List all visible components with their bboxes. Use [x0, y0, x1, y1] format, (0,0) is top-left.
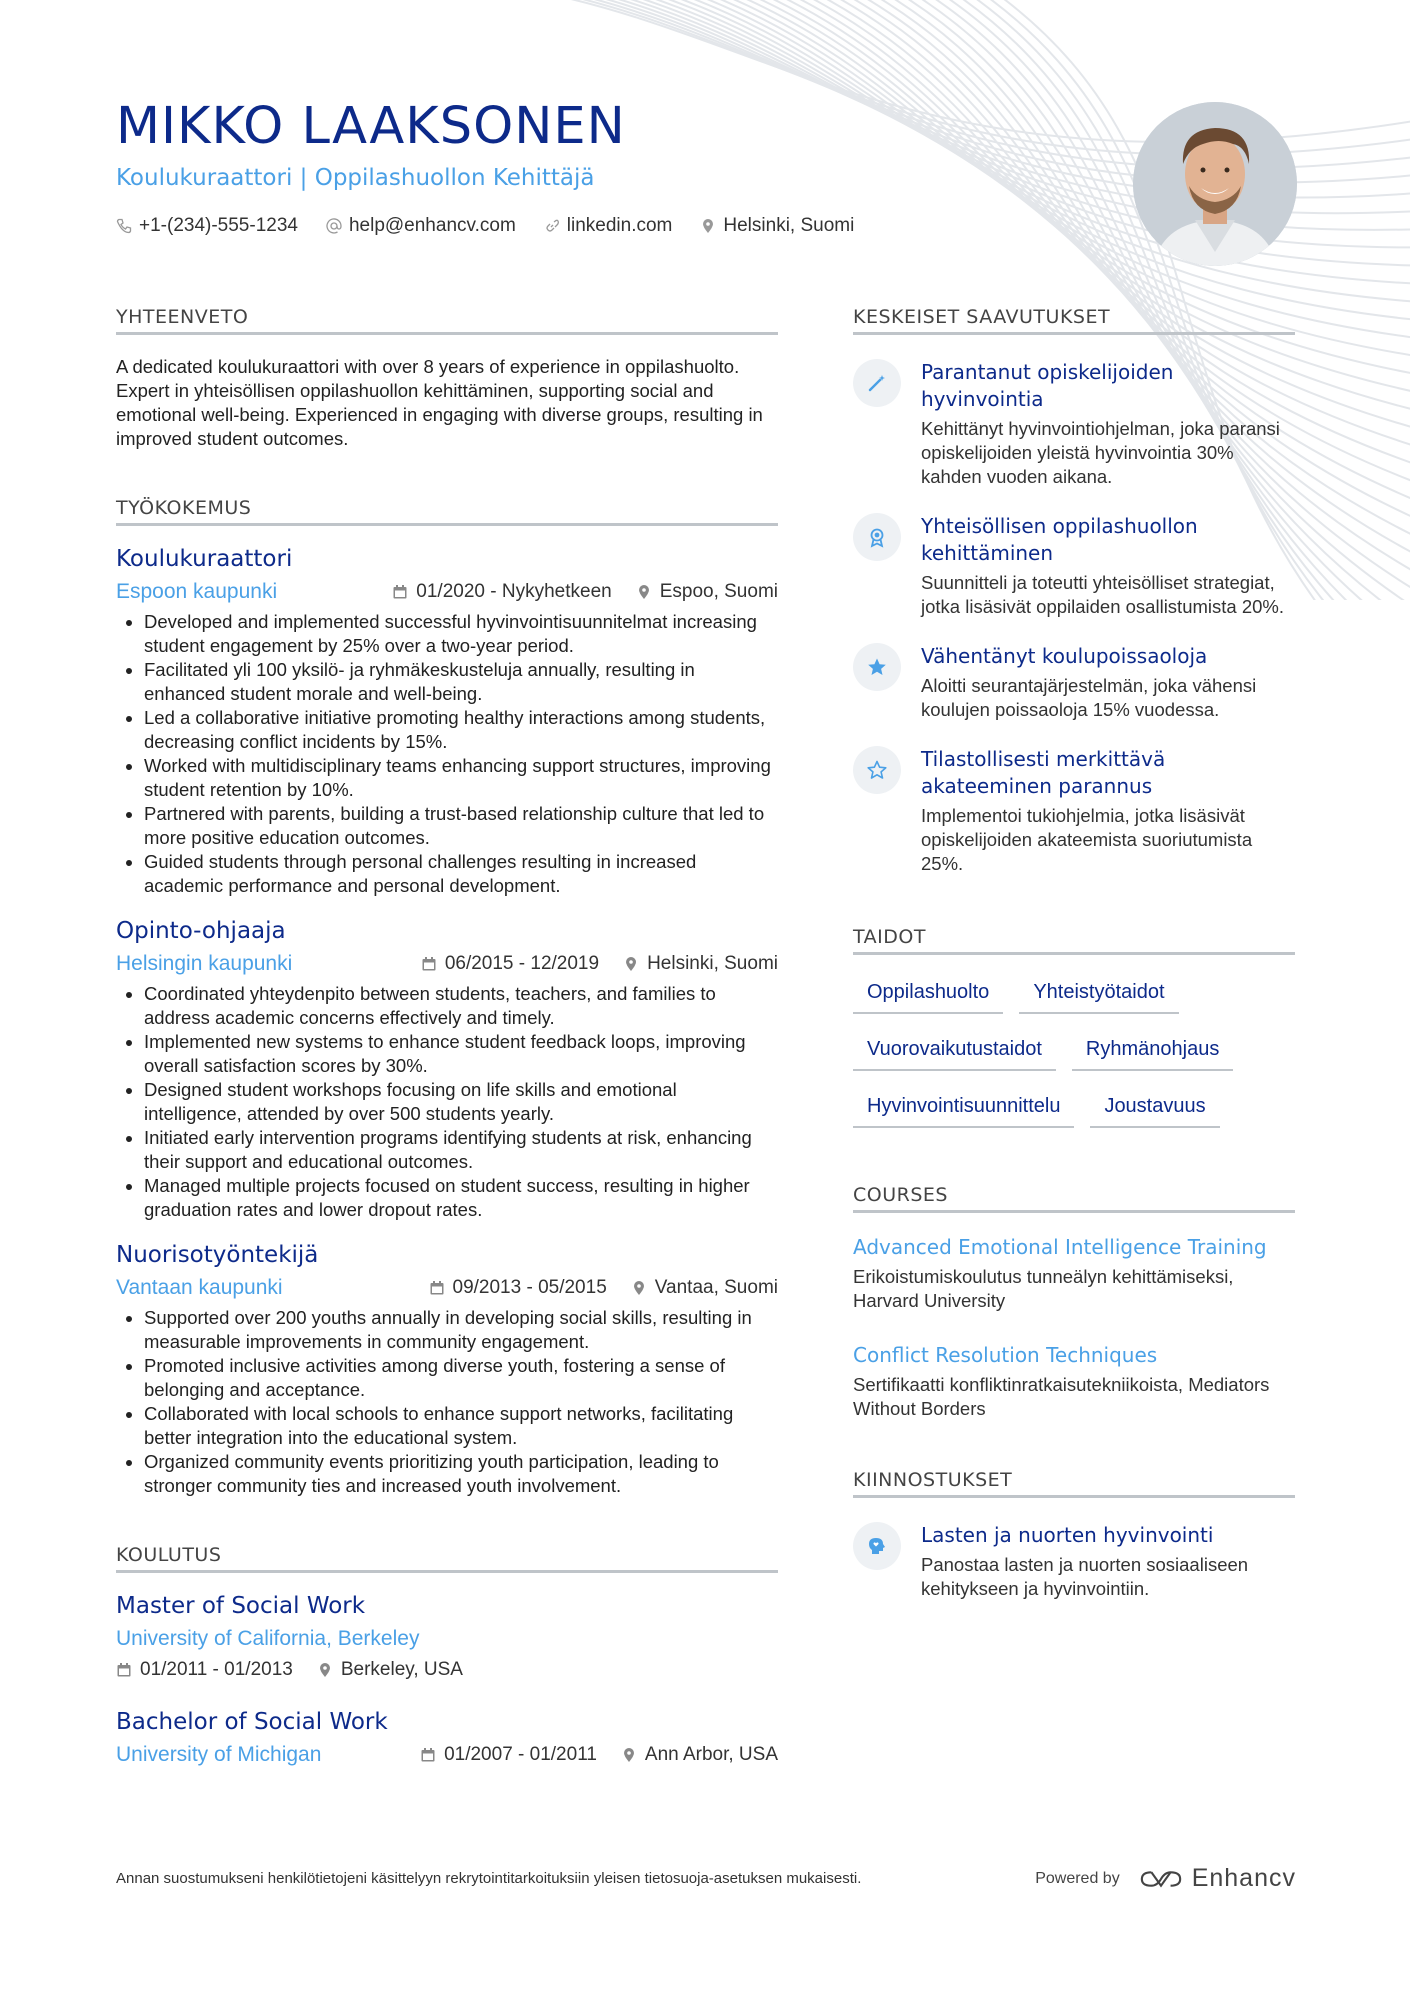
job-title: Koulukuraattori [116, 546, 293, 572]
school-name: University of Michigan [116, 1743, 322, 1766]
job-dates-text: 06/2015 - 12/2019 [444, 953, 600, 974]
avatar-illustration [1133, 102, 1297, 266]
job-location-text: Helsinki, Suomi [647, 953, 778, 974]
course-desc: Sertifikaatti konfliktinratkaisutekniikoista, Mediators Without Borders [853, 1374, 1270, 1419]
job-bullet: • Developed and implemented successful hyvinvointisuunnitelmat increasing student engagement by 25% over a two-year period. [144, 610, 778, 658]
calendar-icon [429, 1280, 445, 1296]
job-meta-right [421, 953, 778, 975]
job-meta [116, 952, 778, 976]
skill-tag: Joustavuus [1090, 1091, 1219, 1128]
job-bullet: • Guided students through personal challenges resulting in increased academic performance and personal development. [144, 850, 778, 898]
course-item [853, 1235, 1295, 1313]
job-entry [116, 918, 778, 1222]
summary-heading: YHTEENVETO [116, 306, 778, 335]
summary-section [116, 306, 778, 451]
education-dates-text: 01/2007 - 01/2011 [444, 1744, 597, 1765]
achievement-desc: Suunnitteli ja toteutti yhteisölliset strategiat, jotka lisäsivät oppilaiden osallistumista 20%. [921, 572, 1284, 617]
right-column [853, 306, 1295, 1601]
achievement-body [921, 746, 1295, 876]
job-location-text: Vantaa, Suomi [654, 1277, 778, 1298]
candidate-title: Koulukuraattori | Oppilashuollon Kehittäjä [116, 164, 595, 191]
skill-tag: Oppilashuolto [853, 977, 1003, 1014]
enhancv-logo-text: Enhancv [1191, 1864, 1296, 1892]
education-heading: KOULUTUS [116, 1544, 778, 1573]
calendar-icon [420, 1747, 436, 1763]
enhancv-logo[interactable] [1138, 1864, 1296, 1893]
achievement-item [853, 359, 1295, 489]
skills-section [853, 926, 1295, 1128]
contact-row [116, 215, 854, 237]
education-entry [116, 1709, 778, 1767]
job-entry [116, 546, 778, 898]
phone-icon [116, 218, 132, 234]
job-location [623, 953, 778, 975]
job-location [631, 1277, 778, 1299]
experience-heading: TYÖKOKEMUS [116, 497, 778, 526]
company-name: Espoon kaupunki [116, 580, 278, 603]
contact-linkedin[interactable] [544, 215, 673, 237]
left-column [116, 306, 778, 1767]
achievement-desc: Aloitti seurantajärjestelmän, joka vähensi koulujen poissaoloja 15% vuodessa. [921, 675, 1257, 720]
map-pin-icon [623, 956, 639, 972]
job-bullets [116, 1306, 778, 1498]
powered-by-label: Powered by [1035, 1869, 1120, 1887]
job-bullet: • Supported over 200 youths annually in developing social skills, resulting in measurable improvements in community engagement. [144, 1306, 778, 1354]
job-bullet: • Collaborated with local schools to enhance support networks, facilitating better integration into the educational system. [144, 1402, 778, 1450]
education-meta [420, 1744, 778, 1766]
achievement-body [921, 359, 1295, 489]
job-bullet: • Led a collaborative initiative promoting healthy interactions among students, decreasing conflict incidents by 15%. [144, 706, 778, 754]
education-meta [116, 1659, 778, 1681]
course-title: Advanced Emotional Intelligence Training [853, 1235, 1267, 1259]
footer [116, 1864, 1296, 1893]
summary-text: A dedicated koulukuraattori with over 8 years of experience in oppilashuolto. Expert in yhteisöllisen oppilashuollon kehittäminen, supporting social and emotional well-being. Experienced in engaging with diverse groups, resulting in improved student outcomes. [116, 356, 763, 449]
achievement-title: Yhteisöllisen oppilashuollon kehittäminen [921, 514, 1198, 565]
job-dates-text: 09/2013 - 05/2015 [452, 1277, 607, 1298]
achievement-desc: Kehittänyt hyvinvointiohjelman, joka paransi opiskelijoiden yleistä hyvinvointia 30% kahden vuoden aikana. [921, 418, 1280, 487]
course-title: Conflict Resolution Techniques [853, 1343, 1158, 1367]
education-dates [420, 1744, 597, 1766]
map-pin-icon [700, 218, 716, 234]
job-bullet: • Worked with multidisciplinary teams enhancing support structures, improving student retention by 10%. [144, 754, 778, 802]
resume-header [116, 98, 854, 237]
job-bullet: • Facilitated yli 100 yksilö- ja ryhmäkeskusteluja annually, resulting in enhanced student morale and well-being. [144, 658, 778, 706]
achievement-title: Parantanut opiskelijoiden hyvinvointia [921, 360, 1174, 411]
star-filled-icon [853, 643, 901, 691]
skills-list [853, 977, 1295, 1128]
education-location [621, 1744, 778, 1766]
magic-wand-icon [853, 359, 901, 407]
job-meta-right [429, 1277, 778, 1299]
job-title: Opinto-ohjaaja [116, 918, 286, 944]
education-meta-row [116, 1743, 778, 1767]
interests-heading: KIINNOSTUKSET [853, 1469, 1295, 1498]
experience-section [116, 497, 778, 1498]
calendar-icon [392, 584, 408, 600]
job-bullets [116, 982, 778, 1222]
job-bullet: • Designed student workshops focusing on life skills and emotional intelligence, attended by over 500 students yearly. [144, 1078, 778, 1126]
education-section [116, 1544, 778, 1767]
job-bullet: • Managed multiple projects focused on student success, resulting in higher graduation rates and lower dropout rates. [144, 1174, 778, 1222]
degree-title: Bachelor of Social Work [116, 1709, 388, 1735]
job-bullet: • Initiated early intervention programs identifying students at risk, enhancing their support and educational outcomes. [144, 1126, 778, 1174]
achievement-body [921, 643, 1295, 722]
contact-phone[interactable] [116, 215, 298, 237]
powered-by [1035, 1864, 1296, 1893]
achievement-title: Tilastollisesti merkittävä akateeminen parannus [921, 747, 1166, 798]
skills-heading: TAIDOT [853, 926, 1295, 955]
achievement-item [853, 746, 1295, 876]
achievement-item [853, 513, 1295, 619]
education-dates [116, 1659, 293, 1681]
phone-text: +1-(234)-555-1234 [139, 214, 298, 236]
interest-desc: Panostaa lasten ja nuorten sosiaaliseen kehitykseen ja hyvinvointiin. [921, 1554, 1249, 1599]
job-title: Nuorisotyöntekijä [116, 1242, 319, 1268]
job-dates [429, 1277, 607, 1299]
map-pin-icon [621, 1747, 637, 1763]
contact-location [700, 215, 854, 237]
at-icon [326, 218, 342, 234]
courses-heading: COURSES [853, 1184, 1295, 1213]
skill-tag: Vuorovaikutustaidot [853, 1034, 1056, 1071]
achievements-section [853, 306, 1295, 876]
job-entry [116, 1242, 778, 1498]
achievement-item [853, 643, 1295, 722]
education-entry [116, 1593, 778, 1681]
company-name: Helsingin kaupunki [116, 952, 293, 975]
email-text: help@enhancv.com [348, 214, 516, 236]
award-icon [853, 513, 901, 561]
link-icon [544, 218, 560, 234]
job-location [636, 581, 778, 603]
map-pin-icon [317, 1662, 333, 1678]
candidate-name: MIKKO LAAKSONEN [116, 97, 626, 156]
interest-title: Lasten ja nuorten hyvinvointi [921, 1523, 1214, 1547]
job-bullet: • Coordinated yhteydenpito between students, teachers, and families to address academic concerns effectively and timely. [144, 982, 778, 1030]
location-text: Helsinki, Suomi [723, 214, 855, 236]
course-item [853, 1343, 1295, 1421]
job-bullets [116, 610, 778, 898]
map-pin-icon [631, 1280, 647, 1296]
interests-section [853, 1469, 1295, 1601]
job-bullet: • Organized community events prioritizing youth participation, leading to stronger community ties and increased youth involvement. [144, 1450, 778, 1498]
calendar-icon [116, 1662, 132, 1678]
job-meta-right [392, 581, 778, 603]
achievements-heading: KESKEISET SAAVUTUKSET [853, 306, 1295, 335]
education-location-text: Berkeley, USA [340, 1659, 463, 1680]
interest-body [921, 1522, 1295, 1601]
head-heart-icon [853, 1522, 901, 1570]
company-name: Vantaan kaupunki [116, 1276, 283, 1299]
degree-title: Master of Social Work [116, 1593, 366, 1619]
consent-text: Annan suostumukseni henkilötietojeni käsittelyyn rekrytointitarkoituksiin yleisen tietosuoja-asetuksen mukaisesti. [116, 1870, 862, 1887]
job-location-text: Espoo, Suomi [659, 581, 778, 602]
job-meta [116, 580, 778, 604]
enhancv-logo-icon [1138, 1867, 1184, 1891]
education-location [317, 1659, 463, 1681]
map-pin-icon [636, 584, 652, 600]
contact-email[interactable] [326, 215, 516, 237]
achievement-body [921, 513, 1295, 619]
job-meta [116, 1276, 778, 1300]
interest-item [853, 1522, 1295, 1601]
education-dates-text: 01/2011 - 01/2013 [140, 1659, 293, 1680]
job-bullet: • Implemented new systems to enhance student feedback loops, improving overall satisfaction scores by 30%. [144, 1030, 778, 1078]
education-location-text: Ann Arbor, USA [644, 1744, 778, 1765]
job-dates [421, 953, 599, 975]
achievement-desc: Implementoi tukiohjelmia, jotka lisäsivät opiskelijoiden akateemista suoriutumista 25%. [921, 805, 1253, 874]
job-dates-text: 01/2020 - Nykyhetkeen [416, 581, 612, 602]
calendar-icon [421, 956, 437, 972]
skill-tag: Yhteistyötaidot [1019, 977, 1178, 1014]
job-bullet: • Partnered with parents, building a trust-based relationship culture that led to more positive education outcomes. [144, 802, 778, 850]
job-dates [392, 581, 611, 603]
course-desc: Erikoistumiskoulutus tunneälyn kehittämiseksi, Harvard University [853, 1266, 1234, 1311]
skill-tag: Ryhmänohjaus [1072, 1034, 1233, 1071]
skill-tag: Hyvinvointisuunnittelu [853, 1091, 1074, 1128]
school-name: University of California, Berkeley [116, 1627, 420, 1650]
job-bullet: • Promoted inclusive activities among diverse youth, fostering a sense of belonging and acceptance. [144, 1354, 778, 1402]
linkedin-text: linkedin.com [566, 214, 673, 236]
star-outline-icon [853, 746, 901, 794]
profile-photo [1133, 102, 1297, 266]
achievement-title: Vähentänyt koulupoissaoloja [921, 644, 1208, 668]
courses-section [853, 1184, 1295, 1421]
